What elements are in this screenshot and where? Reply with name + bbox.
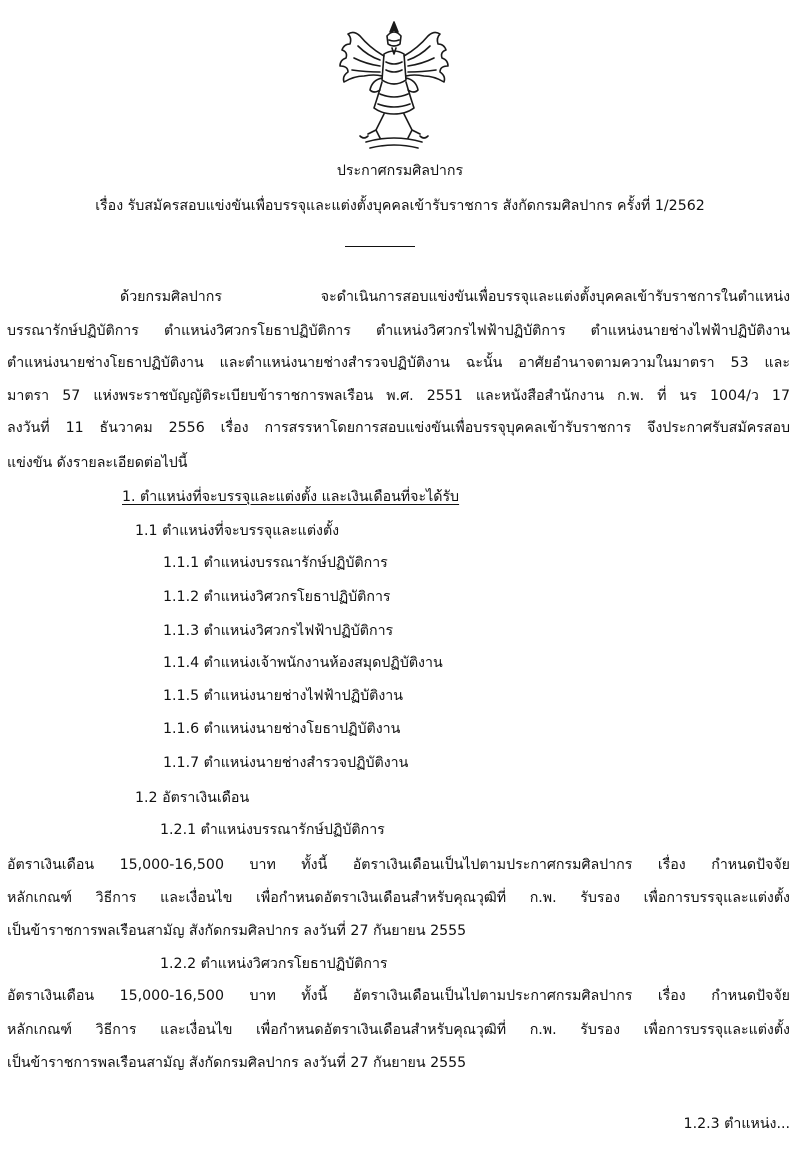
section-1-heading: 1. ตำแหน่งที่จะบรรจุและแต่งตั้ง และเงินเดือนที่จะได้รับ <box>122 489 460 505</box>
intro-line-1: ด้วยกรมศิลปากร จะดำเนินการสอบแข่งขันเพื่อบรรจุและแต่งตั้งบุคคลเข้ารับราชการในตำแหน่ง <box>120 289 790 305</box>
salary-item-title: 1.2.2 ตำแหน่งวิศวกรโยธาปฏิบัติการ <box>160 956 388 972</box>
page-continuation: 1.2.3 ตำแหน่ง... <box>683 1116 790 1132</box>
garuda-emblem-icon <box>330 18 458 154</box>
position-item: 1.1.3 ตำแหน่งวิศวกรไฟฟ้าปฏิบัติการ <box>163 623 394 639</box>
salary-item-line: หลักเกณฑ์ วิธีการ และเงื่อนไข เพื่อกำหนดอัตราเงินเดือนสำหรับคุณวุฒิที่ ก.พ. รับรอง เพื่อการบรรจุและแต่งตั้ง <box>7 1022 790 1038</box>
announcement-title: ประกาศกรมศิลปากร <box>336 163 464 179</box>
announcement-subject: เรื่อง รับสมัครสอบแข่งขันเพื่อบรรจุและแต่งตั้งบุคคลเข้ารับราชการ สังกัดกรมศิลปากร ครั้งที่ 1/2562 <box>95 198 705 214</box>
position-item: 1.1.2 ตำแหน่งวิศวกรโยธาปฏิบัติการ <box>163 589 391 605</box>
salary-item-line: หลักเกณฑ์ วิธีการ และเงื่อนไข เพื่อกำหนดอัตราเงินเดือนสำหรับคุณวุฒิที่ ก.พ. รับรอง เพื่อการบรรจุและแต่งตั้ง <box>7 890 790 906</box>
position-item: 1.1.7 ตำแหน่งนายช่างสำรวจปฏิบัติงาน <box>163 755 409 771</box>
salary-item-line: เป็นข้าราชการพลเรือนสามัญ สังกัดกรมศิลปากร ลงวันที่ 27 กันยายน 2555 <box>7 923 467 939</box>
intro-line-3: ตำแหน่งนายช่างโยธาปฏิบัติงาน และตำแหน่งนายช่างสำรวจปฏิบัติงาน ฉะนั้น อาศัยอำนาจตามความในมาตรา 53 และ <box>7 355 790 371</box>
salary-item-line: อัตราเงินเดือน 15,000-16,500 บาท ทั้งนี้ อัตราเงินเดือนเป็นไปตามประกาศกรมศิลปากร เรื่อง กำหนดปัจจัย <box>7 988 790 1004</box>
title-divider <box>345 246 415 247</box>
section-1-1-heading: 1.1 ตำแหน่งที่จะบรรจุและแต่งตั้ง <box>135 523 340 539</box>
intro-line-6: แข่งขัน ดังรายละเอียดต่อไปนี้ <box>7 455 188 471</box>
salary-item-line: อัตราเงินเดือน 15,000-16,500 บาท ทั้งนี้ อัตราเงินเดือนเป็นไปตามประกาศกรมศิลปากร เรื่อง กำหนดปัจจัย <box>7 857 790 873</box>
salary-item-line: เป็นข้าราชการพลเรือนสามัญ สังกัดกรมศิลปากร ลงวันที่ 27 กันยายน 2555 <box>7 1055 467 1071</box>
intro-line-4: มาตรา 57 แห่งพระราชบัญญัติระเบียบข้าราชการพลเรือน พ.ศ. 2551 และหนังสือสำนักงาน ก.พ. ที่ นร 1004/ว 17 <box>7 388 790 404</box>
position-item: 1.1.1 ตำแหน่งบรรณารักษ์ปฏิบัติการ <box>163 555 388 571</box>
salary-item-title: 1.2.1 ตำแหน่งบรรณารักษ์ปฏิบัติการ <box>160 822 385 838</box>
intro-line-2: บรรณารักษ์ปฏิบัติการ ตำแหน่งวิศวกรโยธาปฏิบัติการ ตำแหน่งวิศวกรไฟฟ้าปฏิบัติการ ตำแหน่งนายช่างไฟฟ้าปฏิบัติงาน <box>7 323 790 339</box>
position-item: 1.1.4 ตำแหน่งเจ้าพนักงานห้องสมุดปฏิบัติงาน <box>163 655 443 671</box>
position-item: 1.1.6 ตำแหน่งนายช่างโยธาปฏิบัติงาน <box>163 721 401 737</box>
intro-line-5: ลงวันที่ 11 ธันวาคม 2556 เรื่อง การสรรหาโดยการสอบแข่งขันเพื่อบรรจุบุคคลเข้ารับราชการ จึงประกาศรับสมัครสอบ <box>7 420 790 436</box>
section-1-2-heading: 1.2 อัตราเงินเดือน <box>135 790 250 806</box>
position-item: 1.1.5 ตำแหน่งนายช่างไฟฟ้าปฏิบัติงาน <box>163 688 403 704</box>
